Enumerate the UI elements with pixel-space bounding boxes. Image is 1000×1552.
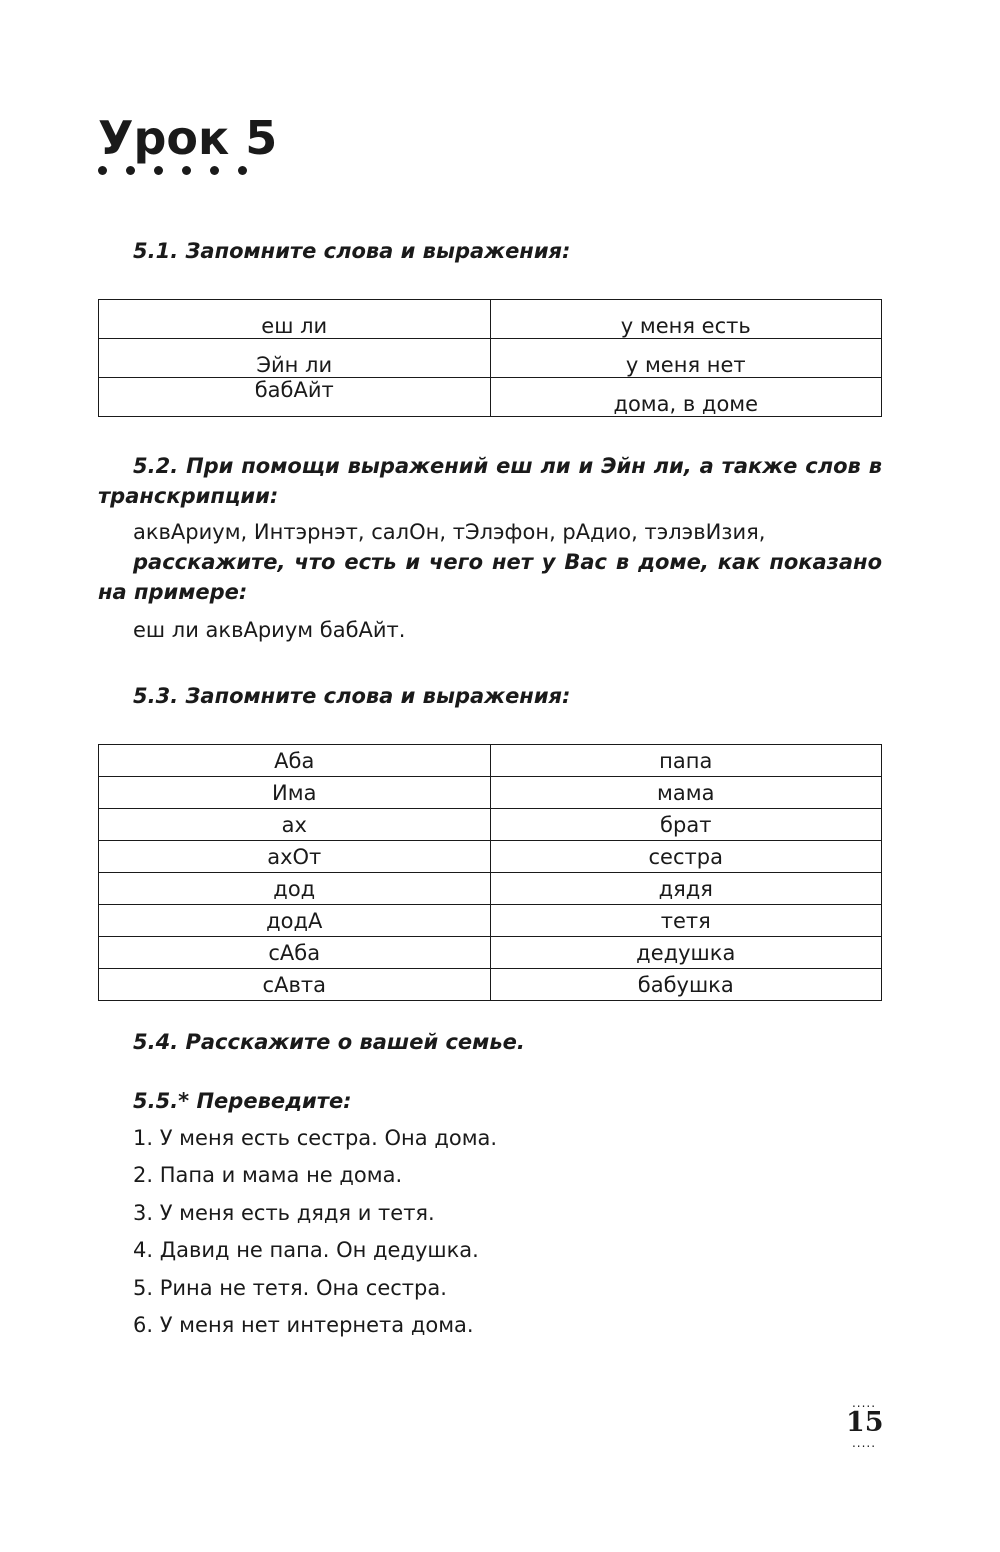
table-cell-term: сАба	[99, 937, 491, 969]
table-cell-translation: мама	[490, 777, 882, 809]
table-row	[99, 809, 882, 841]
table-cell-term: Има	[99, 777, 491, 809]
table-row	[99, 841, 882, 873]
list-item: 1. У меня есть сестра. Она дома.	[133, 1126, 498, 1150]
table-row	[99, 873, 882, 905]
table-row	[99, 300, 882, 339]
page-number: 15	[846, 1407, 884, 1438]
table-cell-term: Аба	[99, 745, 491, 777]
table-row	[99, 378, 882, 417]
list-item: 4. Давид не папа. Он дедушка.	[133, 1238, 479, 1263]
vocab-table-2	[98, 744, 882, 1001]
table-cell-translation: брат	[490, 809, 882, 841]
page-number-block	[846, 1398, 882, 1448]
list-item: 6. У меня нет интернета дома.	[133, 1313, 474, 1338]
table-cell-term: еш ли	[99, 300, 491, 339]
table-cell-translation: папа	[490, 745, 882, 777]
task-5-4-heading: 5.4. Расскажите о вашей семье.	[133, 1030, 525, 1054]
task-5-3-heading: 5.3. Запомните слова и выражения:	[133, 684, 571, 708]
list-item: 3. У меня есть дядя и тетя.	[133, 1200, 435, 1225]
table-cell-term: ах	[99, 809, 491, 841]
title-dots-decoration	[98, 166, 247, 175]
lesson-title: Урок 5	[98, 111, 278, 165]
table-row	[99, 745, 882, 777]
list-item: 2. Папа и мама не дома.	[133, 1163, 403, 1188]
list-item: 5. Рина не тетя. Она сестра.	[133, 1275, 447, 1300]
table-cell-translation: тетя	[490, 905, 882, 937]
table-cell-term: сАвта	[99, 969, 491, 1001]
table-cell-term: дод	[99, 873, 491, 905]
table-cell-translation: дедушка	[490, 937, 882, 969]
page-number-dots-top: .....	[851, 1396, 877, 1410]
table-row	[99, 339, 882, 378]
table-cell-translation: у меня есть	[490, 300, 882, 339]
table-cell-translation: дома, в доме	[490, 378, 882, 417]
table-row	[99, 905, 882, 937]
task-5-2-words: аквАриум, Интэрнэт, салОн, тЭлэфон, рАдио, тэлэвИзия,	[133, 520, 766, 544]
table-cell-term: Эйн ли	[99, 339, 491, 378]
table-cell-translation: у меня нет	[490, 339, 882, 378]
table-cell-term: додА	[99, 905, 491, 937]
page-number-dots-bottom: .....	[851, 1436, 877, 1450]
table-cell-translation: бабушка	[490, 969, 882, 1001]
table-cell-term: бабАйт	[99, 378, 491, 417]
table-row	[99, 969, 882, 1001]
translation-list	[133, 1120, 497, 1344]
table-cell-translation: дядя	[490, 873, 882, 905]
task-5-2-instruction: расскажите, что есть и чего нет у Вас в доме, как показано на примере:	[98, 550, 882, 604]
table-row	[99, 937, 882, 969]
vocab-table-1	[98, 299, 882, 417]
task-5-5-heading: 5.5.* Переведите:	[133, 1089, 352, 1113]
task-5-1-heading: 5.1. Запомните слова и выражения:	[133, 239, 571, 263]
task-5-2-example: еш ли аквАриум бабАйт.	[133, 618, 406, 642]
task-5-2-heading: 5.2. При помощи выражений еш ли и Эйн ли, а также слов в транскрипции:	[98, 454, 882, 508]
table-cell-translation: сестра	[490, 841, 882, 873]
table-row	[99, 777, 882, 809]
table-cell-term: ахОт	[99, 841, 491, 873]
